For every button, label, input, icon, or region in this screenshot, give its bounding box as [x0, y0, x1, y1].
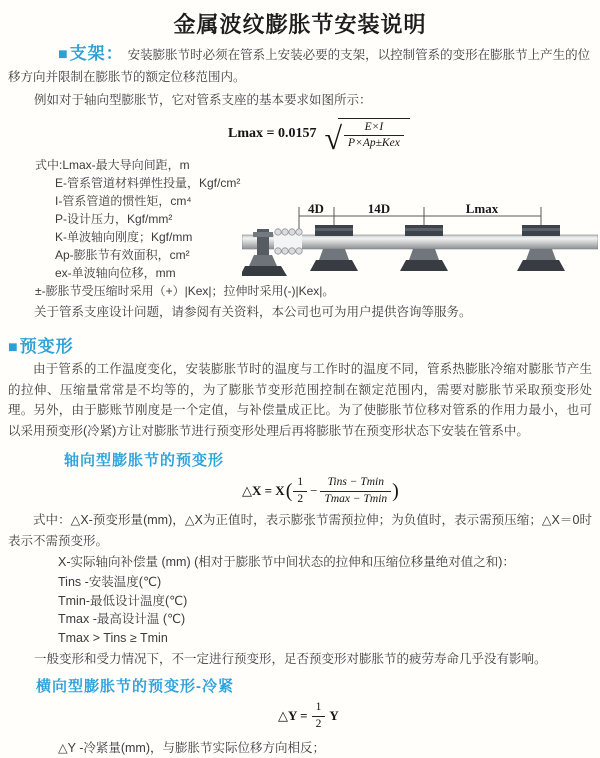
temp-line: Tmax -最高设计温 (℃): [58, 612, 186, 626]
dim-label-lmax: Lmax: [465, 201, 499, 216]
definition-line: Ap-膨胀节有效面积，cm²: [55, 248, 190, 262]
axial-subheading: 轴向型膨胀节的预变形: [64, 452, 225, 469]
definition-line: ±-膨胀节受压缩时采用（+）|Kex|；拉伸时采用(-)|Kex|。: [35, 284, 335, 298]
document-page: [0, 8, 600, 755]
lateral-dy-definition-line: △Y -冷紧量(mm)，与膨胀节实际位移方向相反；: [58, 741, 326, 755]
axial-x-definition-line: X-实际轴向补偿量 (mm) (相对于膨胀节中间状态的拉伸和压缩位移量绝对值之和)：: [58, 555, 515, 569]
lmax-formula: [228, 116, 600, 156]
predeform-section-heading: [8, 332, 592, 357]
temp-line: Tmax > Tins ≥ Tmin: [58, 630, 168, 645]
pipe-support-diagram: [242, 198, 598, 294]
bellows-joint: [274, 229, 302, 254]
temperature-definitions-list: [58, 573, 592, 647]
predeform-heading-label: 预变形: [19, 337, 74, 356]
temp-fraction-denominator: Tmax − Tmin: [324, 492, 388, 505]
half-denominator: 2: [315, 717, 322, 730]
one-half-fraction: [293, 476, 307, 505]
definition-line: E-管系管道材料弹性投量，Kgf/cm²: [55, 176, 241, 190]
temp-fraction-numerator: Tins − Tmin: [320, 476, 391, 491]
lateral-formula-rhs: Y: [329, 708, 339, 723]
open-paren: (: [285, 479, 293, 502]
definition-line: K-单波轴向刚度；Kgf/mm: [55, 230, 193, 244]
lmax-fraction: [344, 121, 404, 150]
dimension-labels: [308, 201, 499, 216]
support-note-line: 关于管系支座设计问题，请参阅有关资料，本公司也可为用户提供咨询等服务。: [34, 305, 472, 319]
radicand: [338, 118, 410, 150]
lateral-formula: [278, 700, 600, 732]
dim-label-14d: 14D: [367, 201, 391, 216]
axial-formula: [242, 474, 600, 508]
definition-line: ex-单波轴向位移，mm: [55, 266, 176, 280]
temp-line: Tins -安装温度(℃): [58, 575, 162, 589]
lmax-fraction-denominator: P×Ap±Kex: [348, 137, 400, 149]
definition-line: 式中:Lmax-最大导向间距，m: [35, 158, 190, 172]
one-half-fraction: [312, 701, 326, 730]
support-intro-paragraph: [8, 43, 592, 88]
dim-label-4d: 4D: [308, 201, 324, 216]
predeform-paragraph: 由于管系的工作温度变化，安装膨胀节时的温度与工作时的温度不同，管系热膨胀冷缩对膨胀节产生的拉伸、压缩量常常是不均等的，为了膨胀节变形范围控制在额定范围内，需要对膨胀节采取预变形处理。另外，由于膨账节刚度是一个定值，与补偿量成正比。为了使膨胀节位移对管系的作用力最小，也可以采用预变形(冷紧)方让对膨胀节进行预变形处理后再将膨胀节在预变形状态下安装在管系中。: [8, 362, 592, 438]
page-title: 金属波纹膨胀节安装说明: [173, 12, 427, 37]
lateral-formula-lhs: △Y =: [278, 708, 308, 723]
support-section-heading: [58, 44, 124, 63]
temp-line: Tmin-最低设计温度(℃): [58, 593, 188, 608]
axial-note-line: 一般变形和受力情况下，不一定进行预变形，足否预变形对膨胀节的疲劳寿命几乎没有影响。: [34, 652, 547, 666]
axial-explain-paragraph: 式中：△X-预变形量(mm)，△X为正值时，表示膨张节需预拉伸；为负值时，表示需预压缩；△X＝0时表示不需预变形。: [8, 513, 592, 548]
section-marker-icon: ■: [58, 46, 69, 63]
support-intro-text: 安装膨胀节时必须在管系上安装必要的支架，以控制管系的变形在膨胀节上产生的位移方向并限制在膨胀节的额定位移范围内。: [8, 48, 591, 84]
half-denominator: 2: [297, 492, 304, 505]
minus-sign: −: [310, 483, 318, 498]
support-heading-label: 支架：: [69, 44, 124, 63]
support-example-line: 例如对于轴向型膨胀节，它对管系支座的基本要求如图所示：: [34, 93, 372, 107]
half-numerator: 1: [312, 701, 326, 716]
section-marker-icon: ■: [8, 339, 19, 356]
lmax-formula-lhs: Lmax = 0.0157: [228, 126, 317, 141]
close-paren: ): [392, 479, 399, 502]
lmax-fraction-numerator: E×I: [344, 121, 404, 136]
temperature-fraction: [320, 476, 391, 505]
definition-line: I-管系管道的惯性矩，cm⁴: [55, 194, 192, 208]
axial-formula-lhs: △X = X: [242, 483, 285, 498]
half-numerator: 1: [293, 476, 307, 491]
square-root-expression: √ $\frac{E\times I}{\text{P×Ap±Kex}}$: [324, 118, 409, 150]
definition-line: P-设计压力，Kgf/mm²: [55, 212, 173, 226]
lateral-subheading: 横向型膨胀节的预变形-冷紧: [36, 678, 234, 695]
